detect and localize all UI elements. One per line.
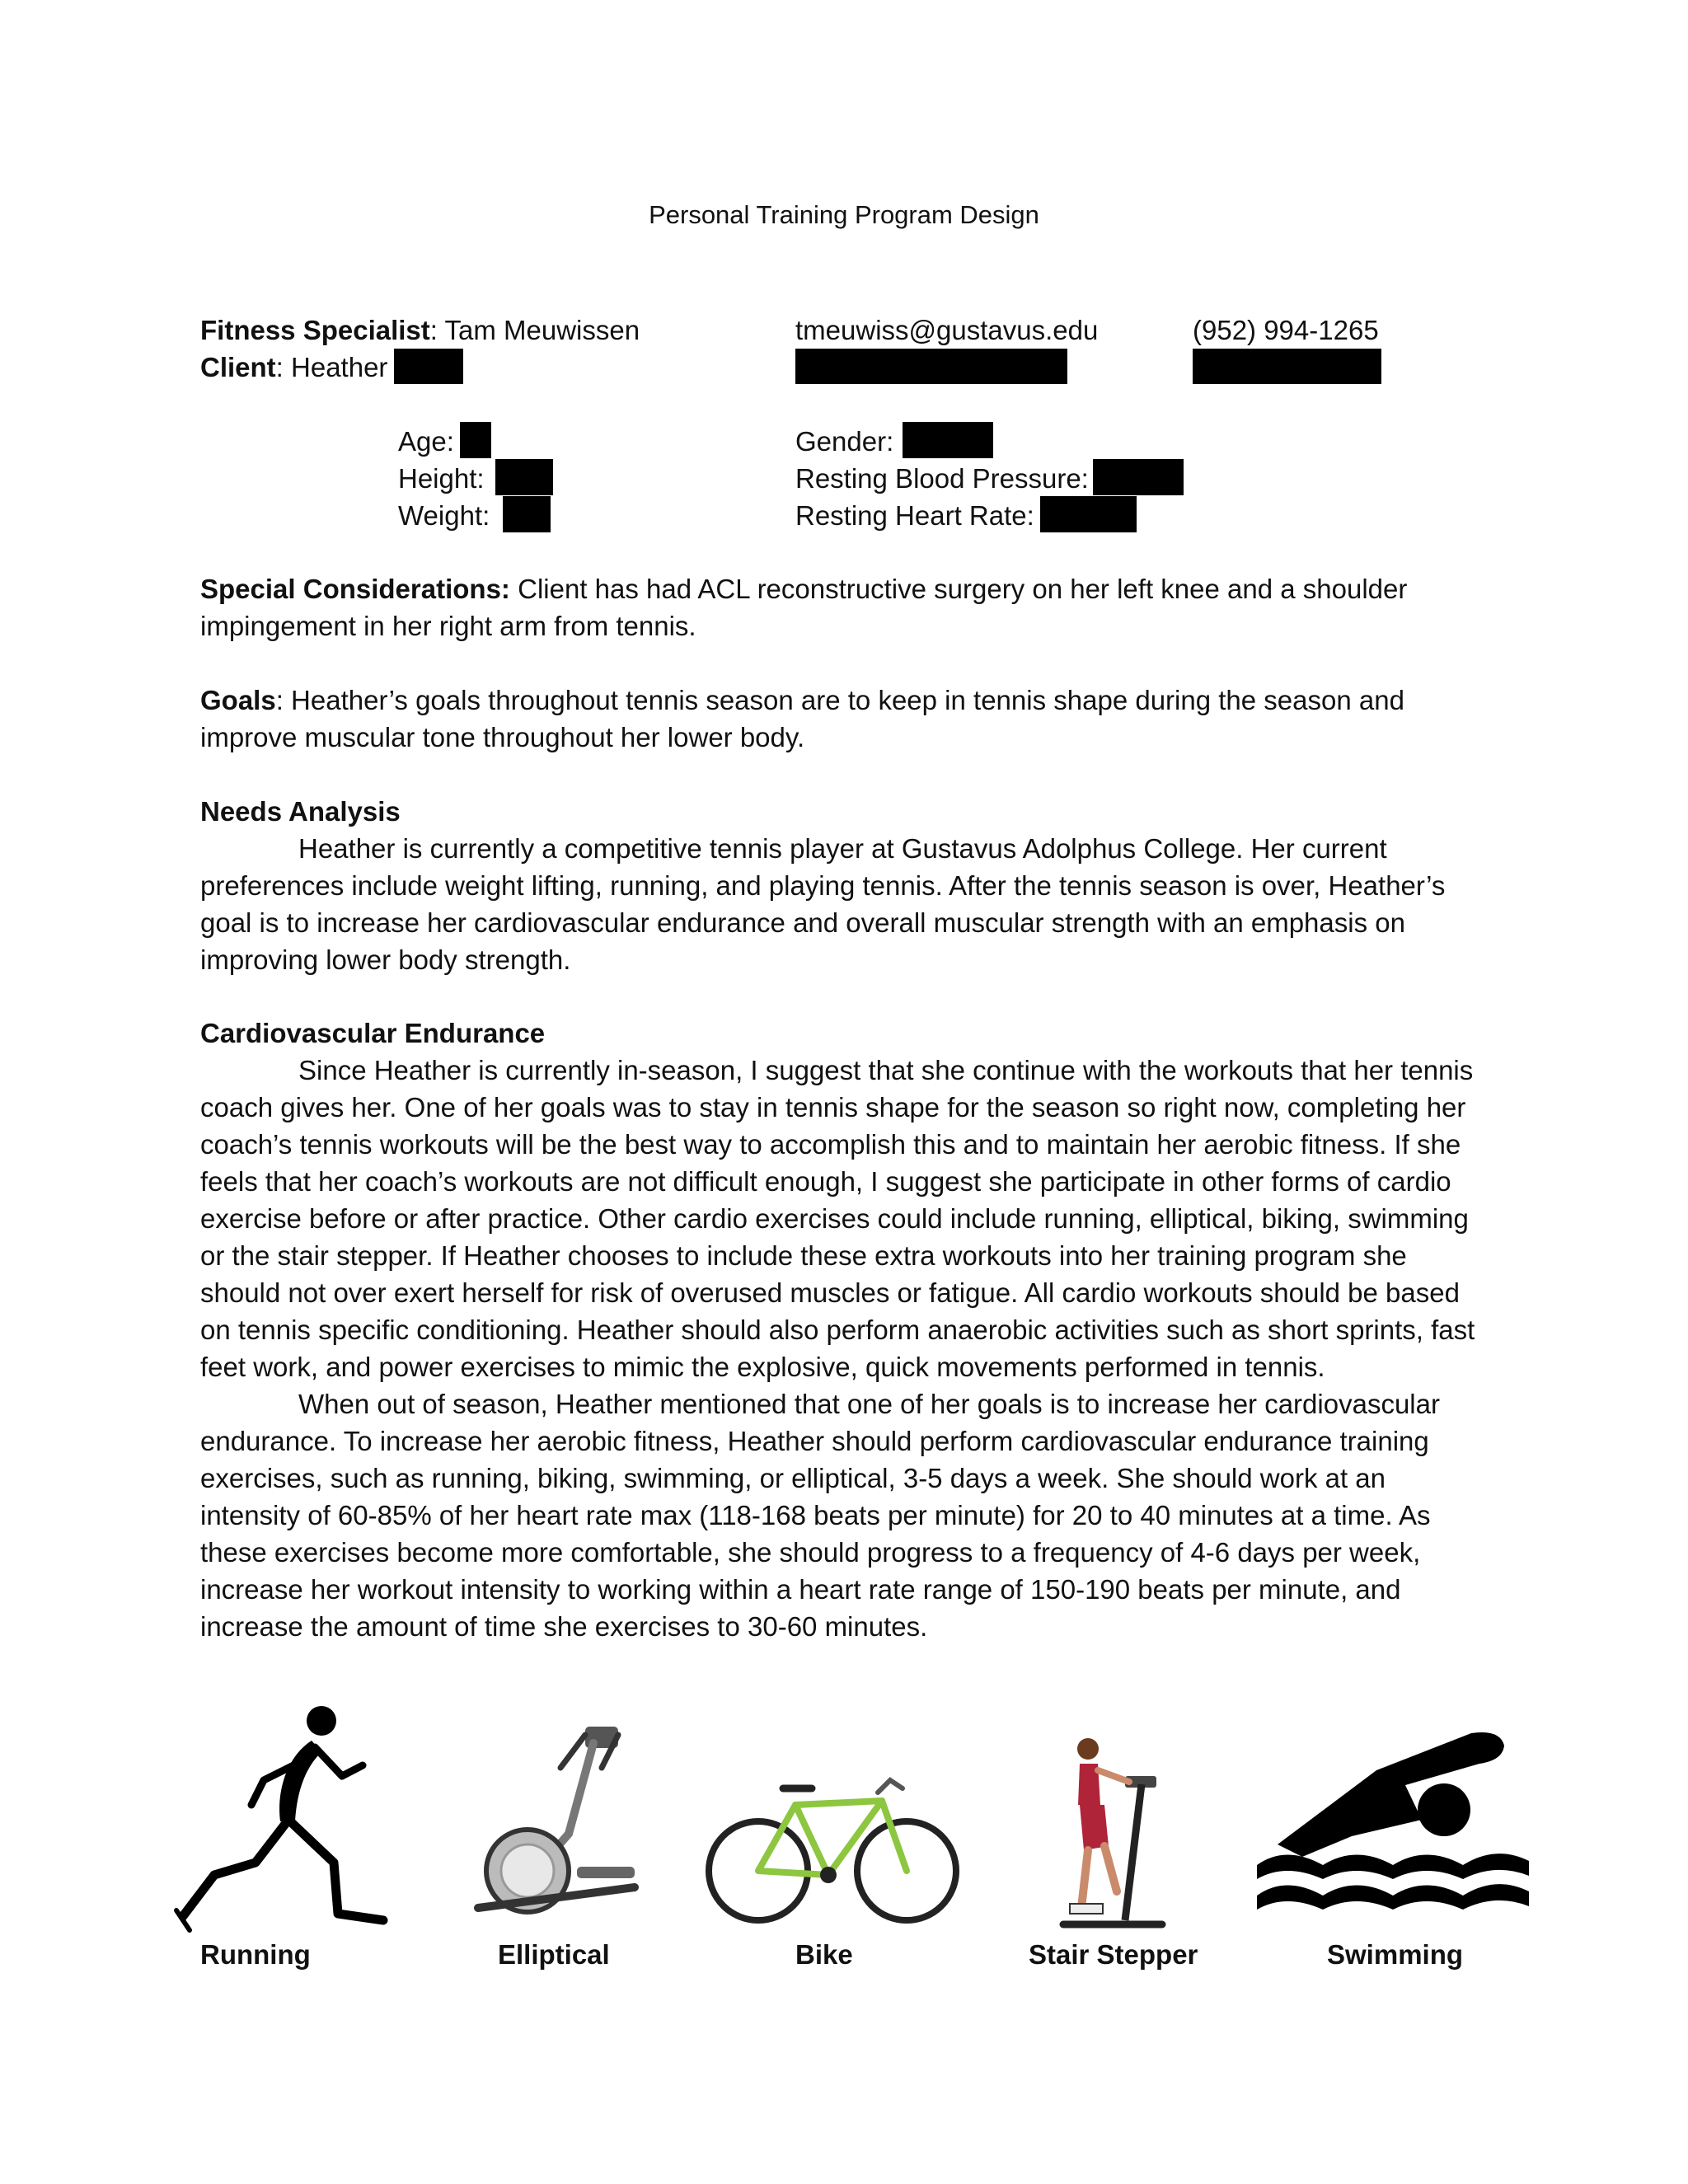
redacted-heart-rate [1040,496,1137,532]
needs-analysis-section [200,793,1488,978]
redacted-client-phone [1193,349,1381,384]
specialist-email: tmeuwiss@gustavus.edu [795,315,1099,345]
client-line [200,349,387,386]
fitness-specialist-name: : Tam Meuwissen [429,315,640,345]
cardio-section [200,1015,1488,1645]
redacted-client-email [795,349,1067,384]
activity-label-elliptical: Elliptical [498,1939,610,1970]
fitness-specialist-line [200,312,640,349]
weight-label: Weight: [398,500,490,531]
cardio-heading: Cardiovascular Endurance [200,1018,546,1048]
activity-label-bike: Bike [795,1939,853,1970]
gender-label: Gender: [795,426,894,457]
activity-label-running: Running [200,1939,311,1970]
needs-analysis-text: Heather is currently a competitive tennis player at Gustavus Adolphus College. Her current preferences include weight lifting, running, and playing tennis. After the tennis season is over, Heather’s goal is to increase her cardiovascular endurance and overall muscular strength with an emphasis on improving lower body strength. [200,833,1446,975]
blood-pressure-label: Resting Blood Pressure: [795,463,1089,494]
activity-label-stair-stepper: Stair Stepper [1029,1939,1198,1970]
goals-text: : Heather’s goals throughout tennis season are to keep in tennis shape during the season and improve muscular tone throughout her lower body. [200,685,1404,752]
stair-stepper-image [1047,1731,1179,1933]
special-considerations [200,570,1488,644]
activity-label-swimming: Swimming [1327,1939,1464,1970]
redacted-height [495,459,553,495]
swimming-image [1253,1721,1533,1927]
fitness-specialist-label: Fitness Specialist [200,315,430,345]
special-considerations-label: Special Considerations: [200,574,510,604]
redacted-age [460,422,491,458]
redacted-client-surname [394,349,463,384]
heart-rate-label: Resting Heart Rate: [795,500,1034,531]
cardio-paragraph-2: When out of season, Heather mentioned that one of her goals is to increase her cardiovascular endurance. To increase her aerobic fitness, Heather should perform cardiovascular endurance training exercises, such as running, biking, swimming, or elliptical, 3-5 days a week. She should work at an intensity of 60-85% of her heart rate max (118-168 beats per minute) for 20 to 40 minutes at a time. As these exercises become more comfortable, she should progress to a frequency of 4-6 days per week, increase her workout intensity to working within a heart rate range of 150-190 beats per minute, and increase the amount of time she exercises to 30-60 minutes. [200,1389,1440,1642]
special-considerations-text: Client has had ACL reconstructive surgery on her left knee and a shoulder impingement in her right arm from tennis. [200,574,1408,641]
redacted-blood-pressure [1093,459,1184,495]
running-image [165,1698,412,1937]
cardio-paragraph-1: Since Heather is currently in-season, I suggest that she continue with the workouts that her tennis coach gives her. One of her goals was to stay in tennis shape for the season so right now, completing her coach’s tennis workouts will be the best way to accomplish this and to maintain her aerobic fitness. If she feels that her coach’s workouts are not difficult enough, I suggest she participate in other forms of cardio exercise before or after practice. Other cardio exercises could include running, elliptical, biking, swimming or the stair stepper. If Heather chooses to include these extra workouts into her training program she should not over exert herself for risk of overused muscles or fatigue. All cardio workouts should be based on tennis specific conditioning. Heather should also perform anaerobic activities such as short sprints, fast feet work, and power exercises to mimic the explosive, quick movements performed in tennis. [200,1055,1475,1382]
height-label: Height: [398,463,485,494]
specialist-phone: (952) 994-1265 [1193,315,1379,345]
redacted-weight [503,496,551,532]
goals [200,682,1488,756]
elliptical-image [462,1710,659,1924]
client-name: : Heather [275,352,388,382]
client-label: Client [200,352,276,382]
redacted-gender [903,422,993,458]
document-title: Personal Training Program Design [649,200,1039,229]
needs-analysis-heading: Needs Analysis [200,796,401,827]
age-label: Age: [398,426,454,457]
goals-label: Goals [200,685,276,715]
bike-image [705,1764,960,1929]
